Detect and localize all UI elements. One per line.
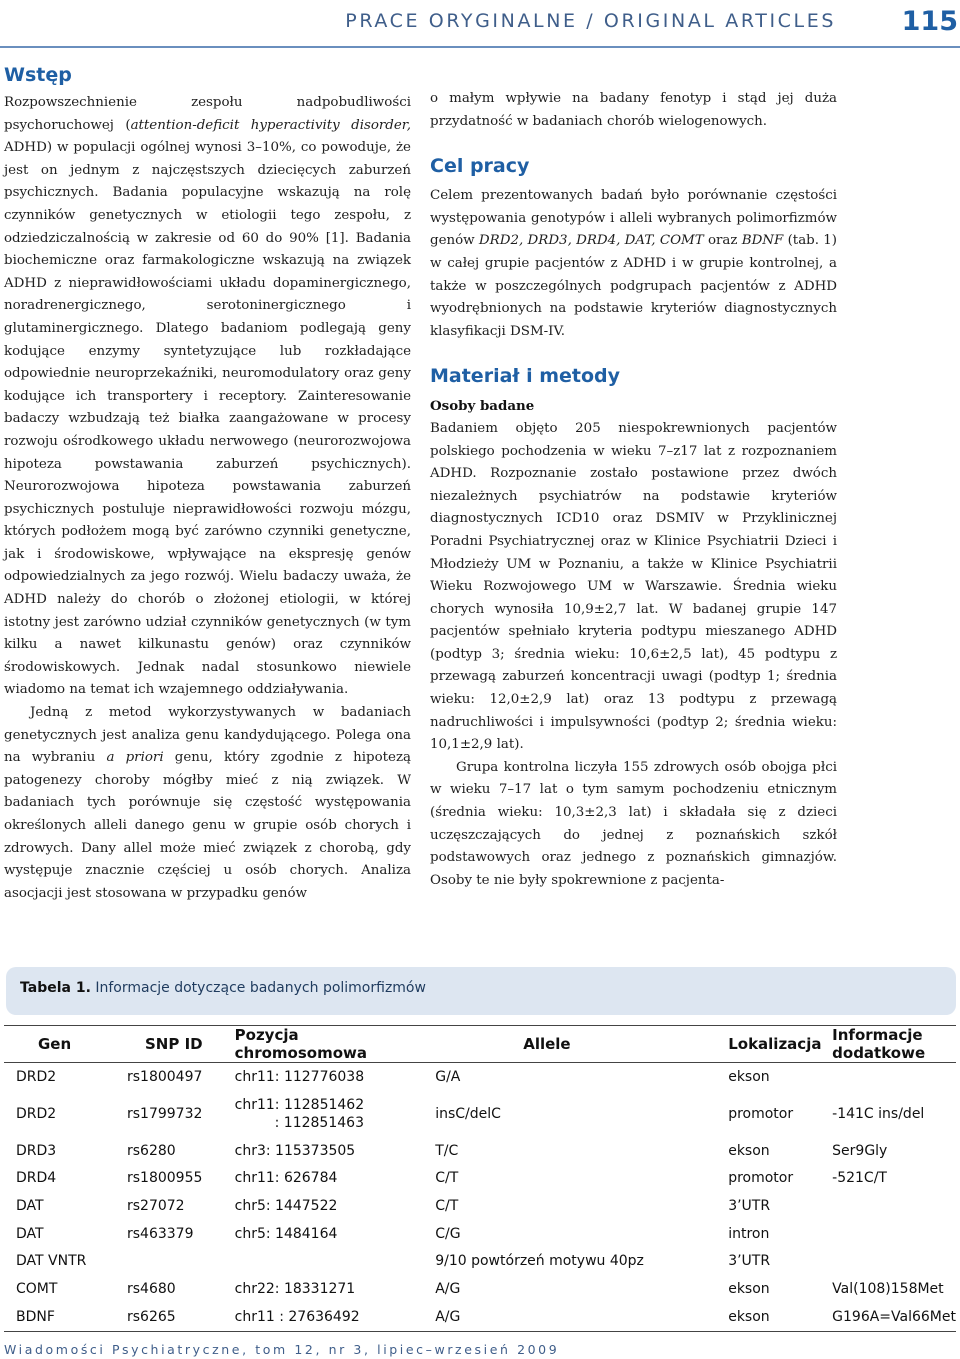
cell-gen: DRD3 [16,1142,57,1159]
aim-heading: Cel pracy [430,155,530,178]
table-header-row [4,1026,956,1063]
table-row [4,1164,956,1192]
cell-info: G196A=Val66Met [832,1303,956,1331]
col-header-position: Pozycja chromosomowa [235,1026,436,1063]
section-label: PRACE ORYGINALNE / ORIGINAL ARTICLES [345,10,836,32]
cell-allele: A/G [435,1280,461,1297]
cell-info: -141C ins/del [832,1105,925,1122]
methods-heading: Materiał i metody [430,365,620,388]
cell-position: chr11 : 27636492 [235,1303,436,1331]
cell-position: chr5: 1447522 [234,1197,338,1214]
cell-position: chr3: 115373505 [234,1142,356,1159]
cell-allele: insC/delC [435,1105,501,1122]
cell-snp: rs1800497 [127,1068,203,1085]
cell-position: chr22: 18331271 [234,1280,356,1297]
table-row [4,1275,956,1303]
cell-info [832,1192,956,1220]
table-row [4,1192,956,1220]
cell-info: Val(108)158Met [832,1280,944,1297]
cell-allele: C/G [435,1225,461,1242]
cell-gen: DAT [16,1225,44,1242]
intro-continuation: o małym wpływie na badany fenotyp i stąd jej duża przydatność w badaniach chorób wielogenowych. [430,91,837,129]
table-row [4,1063,956,1091]
cell-gen: COMT [16,1280,58,1297]
table-label: Tabela 1. [20,980,91,996]
right-column [430,88,837,892]
cell-gen: DRD4 [16,1170,57,1187]
cell-gen: BDNF [4,1303,127,1331]
cell-gen: DAT [16,1197,44,1214]
text-span: Jedną z metod wykorzystywanych w badaniach genetycznych jest analiza genu kandydującego. Polega ona na wybraniu [4,705,411,766]
cell-position: chr11: 626784 [234,1170,338,1187]
subjects-subheading: Osoby badane [430,398,535,415]
cell-gen: DRD2 [16,1068,57,1085]
journal-footer: Wiadomości Psychiatryczne, tom 12, nr 3, lipiec–wrzesień 2009 [4,1342,560,1357]
intro-heading: Wstęp [4,64,72,86]
text-span: ADHD) w populacji ogólnej wynosi 3–10%, co powoduje, że jest on jednym z najczęstszych dziecięcych zaburzeń psychicznych. Badania populacyjne wskazują na rolę czynników genetycznych w etiologii tego zespołu, z odziedziczalnością w zakresie od 60 do 90% [1]. Badania biochemiczne oraz farmakologiczne wskazują na związek ADHD z nieprawidłowościami układu dopaminergicznego, noradrenergicznego, serotoninergicznego i glutaminergicznego. Dlatego badaniom podlegają geny kodujące enzymy syntetyzujące lub rozkładające odpowiednie neuroprzekaźniki, neuromodulatory oraz geny kodujące ich transportery i receptory. Zainteresowanie badaczy wzbudzają też białka zaangażowane w procesy rozwoju ośrodkowego układu nerwowego (neurorozwojowa hipoteza powstawania zaburzeń psychicznych). Neurorozwojowa hipoteza powstawania zaburzeń psychicznych postuluje nieprawidłowości rozwoju mózgu, których podłożem mogą być zarówno czynniki genetyczne, jak i środowiskowe, wpływające na ekspresję genów odpowiedzialnych za jego rozwój. Wielu badaczy uważa, że ADHD należy do chorób o złożonej etiologii, w której istotny jest zarówno udział czynników genetycznych (w tym kilku a nawet kilkunastu genów) oraz czynników środowiskowych. Jednak nadal stosunkowo niewiele wiadomo na temat ich wzajemnego oddziaływania. [4,140,411,698]
table-row [4,1247,956,1275]
cell-info [832,1247,956,1275]
cell-info: -521C/T [832,1170,887,1187]
running-header [0,8,960,38]
text-span: oraz [703,233,742,249]
cell-allele: 9/10 powtórzeń motywu 40pz [435,1253,644,1270]
cell-allele: A/G [435,1303,728,1331]
table-title: Informacje dotyczące badanych polimorfizmów [95,980,426,996]
left-column [4,62,411,905]
intro-paragraph-2 [4,702,411,905]
cell-position: chr5: 1484164 [234,1225,338,1242]
cell-snp: rs1800955 [127,1170,203,1187]
table-caption [20,980,426,996]
cell-gen: DRD2 [16,1105,57,1122]
cell-allele: T/C [435,1142,459,1159]
cell-location: ekson [728,1303,832,1331]
cell-position [235,1091,436,1137]
position-line-2: : 112851463 [274,1114,364,1131]
cell-snp [127,1247,235,1275]
italic-term: attention-deficit hyperactivity disorder, [130,117,411,133]
col-header-gen: Gen [4,1026,127,1063]
cell-snp: rs1799732 [127,1105,203,1122]
cell-position [235,1247,436,1275]
header-rule [0,46,960,48]
table-row [4,1220,956,1248]
table-row [4,1137,956,1165]
cell-snp: rs463379 [127,1225,194,1242]
cell-location: ekson [728,1142,770,1159]
cell-location: 3’UTR [728,1253,771,1270]
methods-paragraph-1: Badaniem objęto 205 niespokrewnionych pacjentów polskiego pochodzenia w wieku 7–z17 lat z rozpoznaniem ADHD. Rozpoznanie zostało postawione przez dwóch niezależnych psychiatrów na podstawie kryteriów diagnostycznych ICD10 oraz DSMIV w Przyklinicznej Poradni Psychiatrycznej oraz w Klinice Psychiatrii Dzieci i Młodzieży UM w Poznaniu, a także w Klinice Psychiatrii Wieku Rozwojowego UM w Warszawie. Średnia wieku chorych wynosiła 10,9±2,7 lat. W badanej grupie 147 pacjentów spełniało kryteria podtypu mieszanego ADHD (podtyp 3; średnia wieku: 10,6±2,5 lat), 45 podtypu z przewagą zaburzeń koncentracji uwagi (podtyp 1; średnia wieku: 12,0±2,9 lat) oraz 13 podtypu z przewagą nadruchliwości i impulsywności (podtyp 2; średnia wieku: 10,1±2,9 lat). [430,420,837,753]
col-header-snp: SNP ID [127,1026,235,1063]
cell-allele: C/T [435,1170,459,1187]
text-span: Celem prezentowanych badań było porównanie częstości występowania genotypów i alleli wybranych polimorfizmów genów [430,188,837,249]
cell-location: 3’UTR [728,1197,771,1214]
cell-info [832,1063,956,1091]
polymorphism-table [4,1025,956,1332]
cell-info [832,1220,956,1248]
italic-term: a priori [106,750,164,766]
aim-paragraph [430,185,837,343]
methods-paragraph-2: Grupa kontrolna liczyła 155 zdrowych osób obojga płci w wieku 7–17 lat o tym samym pochodzeniu etnicznym (średnia wieku: 10,3±2,3 lat) i składała się z dzieci uczęszczających do jednej z poznańskich szkół podstawowych oraz jednego z poznańskich gimnazjów. Osoby te nie były spokrewnione z pacjenta- [430,759,837,888]
table-row [4,1303,956,1331]
cell-gen: DAT VNTR [16,1253,87,1270]
page-number: 115 [901,6,958,37]
table-caption-band [6,967,956,1015]
text-span: (tab. 1) w całej grupie pacjentów z ADHD i w grupie kontrolnej, a także w poszczególnych podgrupach pacjentów z ADHD wyodrębnionych na podstawie kryteriów diagnostycznych klasyfikacji DSM-IV. [430,233,838,339]
cell-allele: G/A [435,1068,461,1085]
cell-snp: rs6280 [127,1142,176,1159]
col-header-allele: Allele [435,1026,728,1063]
text-span: Rozpowszechnienie zespołu nadpobudliwości psychoruchowej ( [4,95,411,133]
text-span: genu, który zgodnie z hipotezą patogenezy choroby mógłby mieć z nią związek. W badaniach tych porównuje się częstość występowania określonych alleli danego genu w grupie osób chorych i zdrowych. Dany allel może mieć związek z chorobą, gdy występuje znacznie częściej u osób chorych. Analiza asocjacji jest stosowana w przypadku genów [4,750,411,901]
cell-snp: rs6265 [127,1303,235,1331]
col-header-location: Lokalizacja [728,1026,832,1063]
cell-location: promotor [728,1105,794,1122]
cell-location: ekson [728,1068,770,1085]
cell-position: chr11: 112776038 [234,1068,365,1085]
position-line-1: chr11: 112851462 [234,1096,365,1113]
cell-allele: C/T [435,1197,459,1214]
italic-genes: DRD2, DRD3, DRD4, DAT, COMT [478,233,704,249]
table-row [4,1091,956,1137]
italic-gene: BDNF [741,233,784,249]
intro-paragraph-1 [4,92,411,702]
cell-location: intron [728,1225,770,1242]
cell-info: Ser9Gly [832,1142,888,1159]
cell-location: ekson [728,1280,770,1297]
cell-snp: rs27072 [127,1197,185,1214]
cell-snp: rs4680 [127,1280,176,1297]
cell-location: promotor [728,1170,794,1187]
col-header-info: Informacje dodatkowe [832,1026,956,1063]
